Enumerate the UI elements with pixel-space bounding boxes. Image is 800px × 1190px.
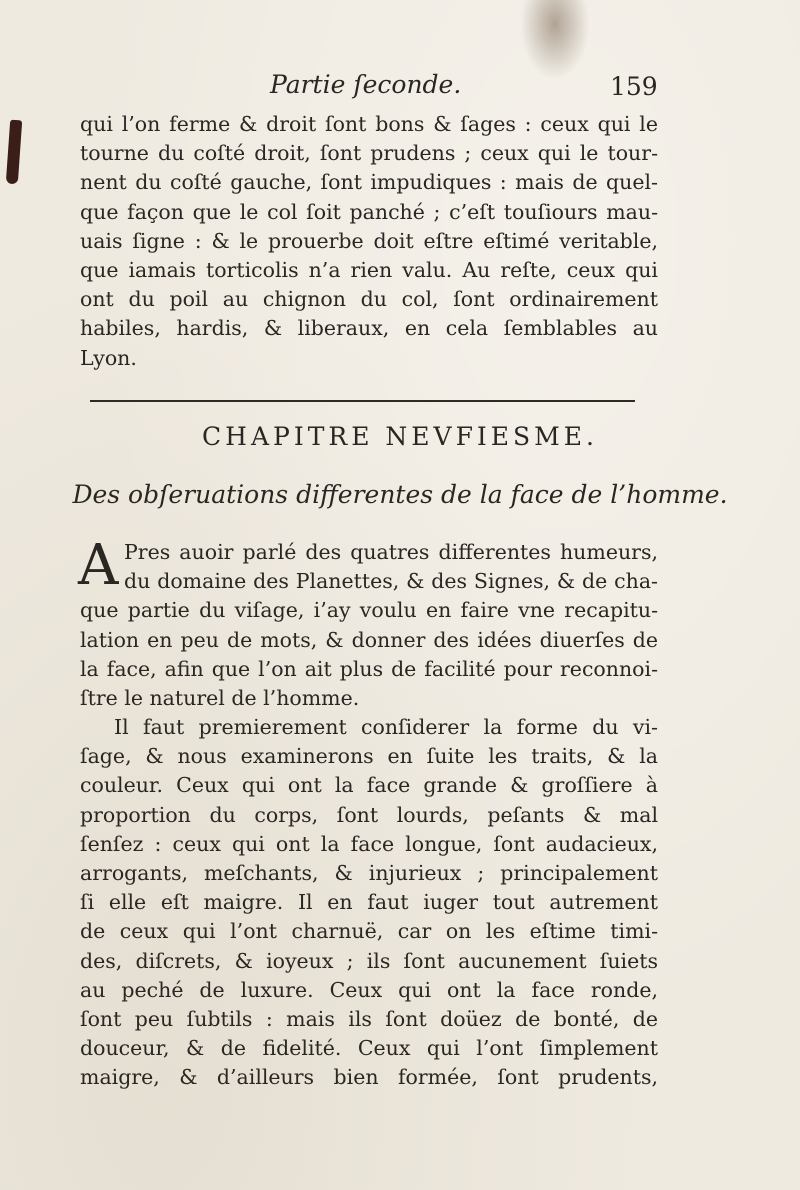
text-line: que façon que le col ſoit panché ; c’eſt touſiours mau- xyxy=(80,199,658,224)
text-line: ſtre le naturel de l’homme. xyxy=(80,685,360,710)
text-line: habiles, hardis, & liberaux, en cela ſemblables au xyxy=(80,316,658,341)
text-line: uais ſigne : & le prouerbe doit eſtre eſtimé veritable, xyxy=(80,228,658,253)
text-line: du domaine des Planettes, & des Signes, & de cha- xyxy=(124,569,658,594)
text-line: maigre, & d’ailleurs bien formée, ſont prudents, xyxy=(80,1065,658,1090)
text-line: douceur, & de fidelité. Ceux qui l’ont ſimplement xyxy=(80,1036,658,1061)
text-line: arrogants, meſchants, & injurieux ; principalement xyxy=(80,860,658,885)
text-line: que partie du viſage, i’ay voulu en faire vne recapitu- xyxy=(80,598,658,623)
chapter-title: CHAPITRE NEVFIESME. xyxy=(202,422,598,451)
paragraph-two xyxy=(80,713,658,1092)
text-line: qui l’on ferme & droit ſont bons & ſages : ceux qui le xyxy=(80,112,658,136)
text-line: ont du poil au chignon du col, ſont ordinairement xyxy=(80,287,658,312)
text-line: couleur. Ceux qui ont la face grande & groſſiere à xyxy=(80,773,658,798)
text-line: Il faut premierement conſiderer la forme du vi- xyxy=(114,715,658,739)
text-line: proportion du corps, ſont lourds, peſants & mal xyxy=(80,802,658,827)
paragraph-one-indented xyxy=(124,538,658,596)
top-paragraph xyxy=(80,110,658,373)
text-line: ſi elle eſt maigre. Il en faut iuger tout autrement xyxy=(80,890,658,915)
text-line: ſont peu ſubtils : mais ils ſont doüez de bonté, de xyxy=(80,1006,658,1031)
text-line: au peché de luxure. Ceux qui ont la face ronde, xyxy=(80,977,658,1002)
text-line: lation en peu de mots, & donner des idées diuerſes de xyxy=(80,627,658,652)
running-head xyxy=(0,70,800,110)
paragraph-one xyxy=(80,596,658,713)
paper-stain xyxy=(520,0,590,80)
section-divider xyxy=(90,400,635,402)
text-line: que iamais torticolis n’a rien valu. Au reſte, ceux qui xyxy=(80,257,658,282)
text-line: ſenſez : ceux qui ont la face longue, ſont audacieux, xyxy=(80,831,658,856)
text-line: Lyon. xyxy=(80,345,137,370)
running-title: Partie ſeconde. xyxy=(270,70,462,99)
text-line: tourne du coſté droit, ſont prudens ; ceux qui le tour- xyxy=(80,141,658,166)
text-line: ſage, & nous examinerons en ſuite les traits, & la xyxy=(80,744,658,769)
text-line: de ceux qui l’ont charnuë, car on les eſtime timi- xyxy=(80,919,658,944)
chapter-subtitle: Des obſeruations differentes de la face de l’homme. xyxy=(72,480,728,509)
page-number: 159 xyxy=(610,72,658,101)
text-line: Pres auoir parlé des quatres differentes humeurs, xyxy=(124,540,658,564)
text-line: la face, afin que l’on ait plus de facilité pour reconnoi- xyxy=(80,656,658,681)
margin-bookmark-strip xyxy=(6,120,22,185)
text-line: des, diſcrets, & ioyeux ; ils ſont aucunement ſuiets xyxy=(80,948,658,973)
text-line: nent du coſté gauche, ſont impudiques : mais de quel- xyxy=(80,170,658,195)
drop-cap: A xyxy=(78,533,119,598)
